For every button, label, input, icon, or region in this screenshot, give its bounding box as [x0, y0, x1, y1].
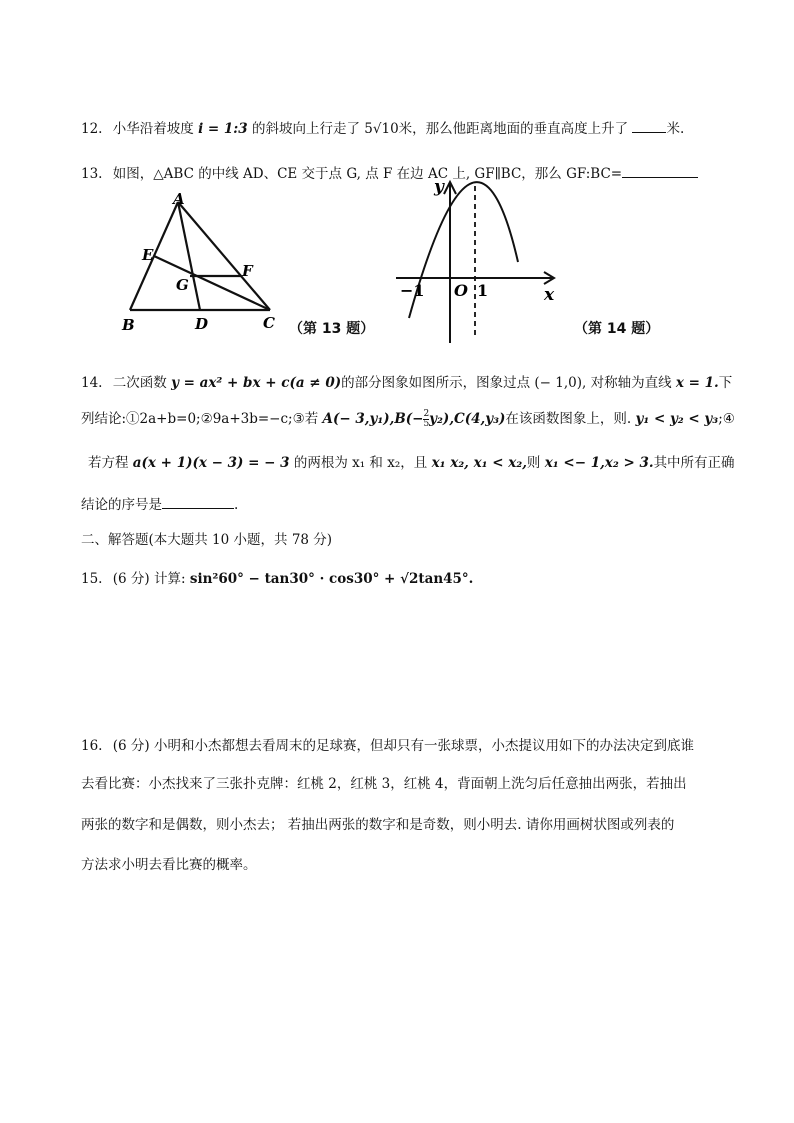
- question-14-line-3: [88, 451, 735, 471]
- question-14-line-2: [81, 407, 735, 429]
- q12-slope: i = 1:3: [198, 121, 248, 137]
- label-y: y: [434, 178, 444, 197]
- question-number: 15.: [81, 571, 103, 587]
- q14-l1b: 的部分图象如图所示，图象过点 (− 1,0), 对称轴为直线: [341, 375, 672, 391]
- q12-text-c: 米，那么他距离地面的垂直高度上升了: [398, 121, 629, 137]
- q14-l1a: 二次函数: [112, 375, 167, 391]
- label-e: E: [142, 246, 154, 264]
- q15-score: (6 分): [112, 571, 150, 587]
- question-number: 13.: [81, 166, 103, 182]
- answer-blank: [162, 495, 234, 509]
- question-number: 14.: [81, 375, 103, 391]
- q14-l3b: 的两根为 x₁ 和 x₂，且: [293, 455, 428, 471]
- q14-l1c: 下: [718, 375, 733, 391]
- question-16-line-1: [81, 734, 694, 754]
- q14-axis: x = 1.: [675, 375, 719, 391]
- question-number: 16.: [81, 738, 103, 754]
- q14-inequality: y₁ < y₂ < y₃: [635, 411, 719, 427]
- q14-l3d: 其中所有正确: [653, 455, 735, 471]
- q16-text-line: (6 分) 小明和小杰都想去看周末的足球赛，但却只有一张球票，小杰提议用如下的办法决定到底谁: [112, 738, 694, 754]
- question-14-line-4: [81, 493, 238, 513]
- label-c: C: [263, 314, 275, 332]
- label-x: x: [544, 285, 555, 305]
- q14-l2b: 在该函数图象上，则.: [505, 411, 632, 427]
- q15-text: 计算:: [154, 571, 186, 587]
- label-f: F: [242, 262, 253, 280]
- fraction-numerator: 2: [423, 409, 430, 419]
- label-minus-one: −1: [400, 281, 425, 300]
- q14-equation-2: a(x + 1)(x − 3) = − 3: [132, 455, 290, 471]
- label-a: A: [173, 190, 185, 208]
- label-b: B: [122, 316, 135, 334]
- q14-condition-1: x₁ x₂, x₁ < x₂,: [431, 455, 527, 471]
- q14-point-bc: y₂),C(4,y₃): [429, 411, 506, 427]
- q14-l3a: 若方程: [88, 455, 129, 471]
- q12-distance: 5√10: [364, 121, 399, 137]
- label-g: G: [176, 276, 189, 294]
- answer-blank: [632, 119, 666, 133]
- q13-text: 如图，△ABC 的中线 AD、CE 交于点 G, 点 F 在边 AC 上, GF∥BC，那么 GF:BC=: [112, 166, 623, 182]
- q14-l2c: ;④: [718, 411, 735, 427]
- question-16-line-4: 方法求小明去看比赛的概率。: [81, 857, 257, 873]
- label-origin: O: [454, 281, 468, 300]
- question-16-line-2: 去看比赛：小杰找来了三张扑克牌：红桃 2，红桃 3，红桃 4，背面朝上洗匀后任意抽出两张，若抽出: [81, 776, 687, 792]
- answer-blank: [622, 164, 698, 178]
- label-one: 1: [477, 281, 489, 300]
- q12-text-b: 的斜坡向上行走了: [252, 121, 360, 137]
- q14-l4-end: .: [234, 497, 239, 513]
- question-number: 12.: [81, 121, 103, 137]
- q12-text-a: 小华沿着坡度: [112, 121, 194, 137]
- q14-point-a: A(− 3,y₁),B(−: [322, 411, 424, 427]
- q14-l4: 结论的序号是: [81, 497, 162, 513]
- side-ac: [178, 202, 270, 310]
- fraction-denominator: 5: [423, 419, 430, 429]
- label-d: D: [195, 315, 209, 333]
- q12-text-d: 米.: [666, 121, 685, 137]
- q15-expression: sin²60° − tan30° · cos30° + √2tan45°.: [189, 571, 474, 587]
- figure-13-triangle: [118, 190, 288, 335]
- q14-condition-2: x₁ <− 1,x₂ > 3.: [544, 455, 654, 471]
- question-15: [81, 567, 473, 587]
- section-2-title: 二、解答题(本大题共 10 小题，共 78 分): [81, 532, 333, 548]
- figure-13-caption: （第 13 题）: [289, 321, 375, 337]
- q14-equation: y = ax² + bx + c(a ≠ 0): [171, 375, 342, 391]
- q14-l2a: 列结论:①2a+b=0;②9a+3b=−c;③若: [81, 411, 319, 427]
- question-16-line-3: 两张的数字和是偶数，则小杰去； 若抽出两张的数字和是奇数，则小明去. 请你用画树状图或列表的: [81, 817, 675, 833]
- question-14-line-1: [81, 371, 732, 391]
- figure-14-caption: （第 14 题）: [574, 321, 660, 337]
- q14-l3c: 则: [526, 455, 541, 471]
- question-12: [81, 117, 684, 137]
- figure-14-parabola: [388, 178, 568, 348]
